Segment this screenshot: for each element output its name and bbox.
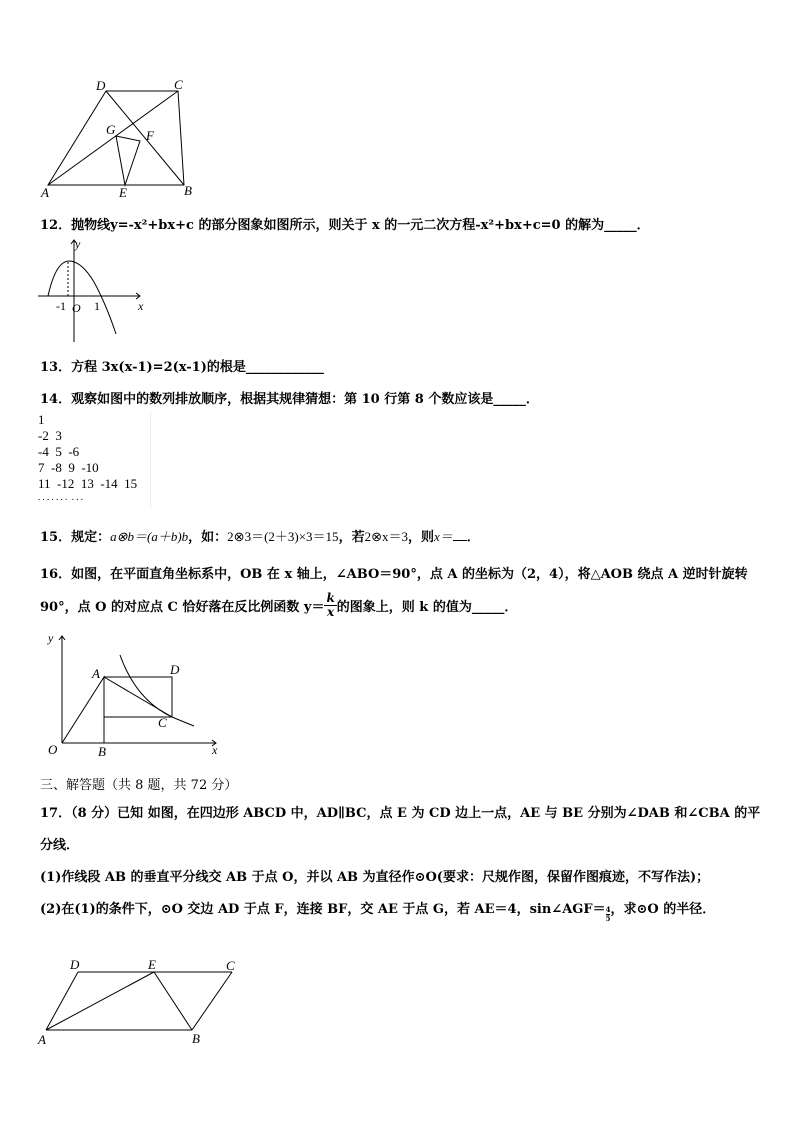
number-row: 7 -8 9 -10 <box>38 460 99 475</box>
section-title: 三、解答题（共 8 题，共 72 分） <box>40 778 238 793</box>
label-x: x <box>138 299 144 313</box>
number-row: 11 -12 13 -14 15 <box>38 476 138 491</box>
q17-line2: 分线． <box>40 838 80 853</box>
label-a: A <box>41 185 49 200</box>
diagonal-db <box>106 91 184 185</box>
parabola-curve <box>48 261 116 334</box>
q16-line1: 16．如图，在平面直角坐标系中，OB 在 x 轴上，∠ABO＝90°，点 A 的坐标为（2，4），将△AOB 绕点 A 逆时针旋转 <box>40 567 748 582</box>
label-y: y <box>48 631 54 645</box>
q15-answer-blank <box>453 528 467 541</box>
q13-text: 13．方程 3x(x-1)=2(x-1)的根是____________ <box>40 360 324 375</box>
diagonal-ac <box>48 91 178 185</box>
q16-fraction <box>324 592 336 619</box>
label-origin: O <box>72 301 81 315</box>
number-row: 1 <box>38 412 45 427</box>
sin-denominator: 5 <box>605 914 611 923</box>
triangle-aob <box>62 677 104 743</box>
segment-eb <box>154 972 192 1030</box>
q17-part2 <box>40 898 715 923</box>
quadrilateral-figure <box>36 74 206 200</box>
q15-prefix: 15．规定： <box>40 530 111 545</box>
label-g: G <box>106 122 116 137</box>
q17-part2-start: (2)在(1)的条件下，⊙O 交边 AD 于点 F，连接 BF，交 AE 于点 G，若 AE＝4，sin∠AGF＝ <box>40 902 606 917</box>
q17-line1: 17．（8 分）已知 如图，在四边形 ABCD 中，AD∥BC，点 E 为 CD 边上一点，AE 与 BE 分别为∠DAB 和∠CBA 的平 <box>40 806 761 821</box>
label-y: y <box>75 237 81 251</box>
q15-mid: ，如： <box>188 530 228 545</box>
q15-tail: ，则 <box>407 530 434 545</box>
q16-line2-start: 90°，点 O 的对应点 C 恰好落在反比例函数 y＝ <box>40 600 325 615</box>
label-one: 1 <box>94 299 100 313</box>
label-b: B <box>184 183 192 198</box>
label-x: x <box>212 743 218 757</box>
q15-end: ． <box>466 530 480 545</box>
label-o: O <box>48 742 58 757</box>
label-d: D <box>170 662 180 677</box>
label-c: C <box>158 715 167 730</box>
q15-line <box>40 526 480 545</box>
q12-text: 12．抛物线y=-x²+bx+c 的部分图象如图所示，则关于 x 的一元二次方程-x²+bx+c=0 的解为_____． <box>40 218 650 233</box>
triangle-gef <box>116 136 140 185</box>
q15-example: 2⊗3＝(2＋3)×3＝15 <box>227 529 339 544</box>
q15-formula: a⊗b＝(a＋b)b <box>110 529 189 544</box>
q15-mid2: ，若 <box>338 530 365 545</box>
label-e: E <box>148 957 156 972</box>
label-f: F <box>146 128 154 143</box>
q17-part2-end: ，求⊙O 的半径． <box>610 902 716 917</box>
label-d: D <box>96 78 106 93</box>
label-d: D <box>70 957 80 972</box>
label-neg1: -1 <box>56 299 66 313</box>
frac-numerator: k <box>326 591 335 605</box>
sin-numerator: 4 <box>605 905 611 914</box>
label-e: E <box>119 185 127 200</box>
label-c: C <box>226 958 235 973</box>
q15-condition: 2⊗x＝3 <box>364 529 408 544</box>
label-c: C <box>174 77 183 92</box>
label-b: B <box>98 744 106 759</box>
q16-line2 <box>40 592 517 619</box>
number-row-ellipsis: . . . . . . . . . . <box>38 492 83 502</box>
number-row: -4 5 -6 <box>38 444 80 459</box>
number-triangle <box>38 412 151 508</box>
frac-denominator: x <box>327 605 335 619</box>
trapezoid-figure <box>34 952 244 1048</box>
label-a: A <box>92 666 100 681</box>
number-row: -2 3 <box>38 428 62 443</box>
q14-text: 14．观察如图中的数列排放顺序，根据其规律猜想：第 10 行第 8 个数应该是_____． <box>40 392 539 407</box>
coordinate-figure <box>36 630 222 760</box>
label-a: A <box>38 1032 46 1047</box>
hyperbola-curve <box>120 655 194 726</box>
q16-line2-end: 的图象上，则 k 的值为_____． <box>336 600 518 615</box>
q15-ask: x＝ <box>434 529 453 544</box>
parabola-graph <box>36 234 156 348</box>
segment-bc <box>192 972 232 1030</box>
q17-part1: (1)作线段 AB 的垂直平分线交 AB 于点 O，并以 AB 为直径作⊙O(要求：尺规作图，保留作图痕迹，不写作法)； <box>40 870 710 885</box>
label-b: B <box>192 1031 200 1046</box>
